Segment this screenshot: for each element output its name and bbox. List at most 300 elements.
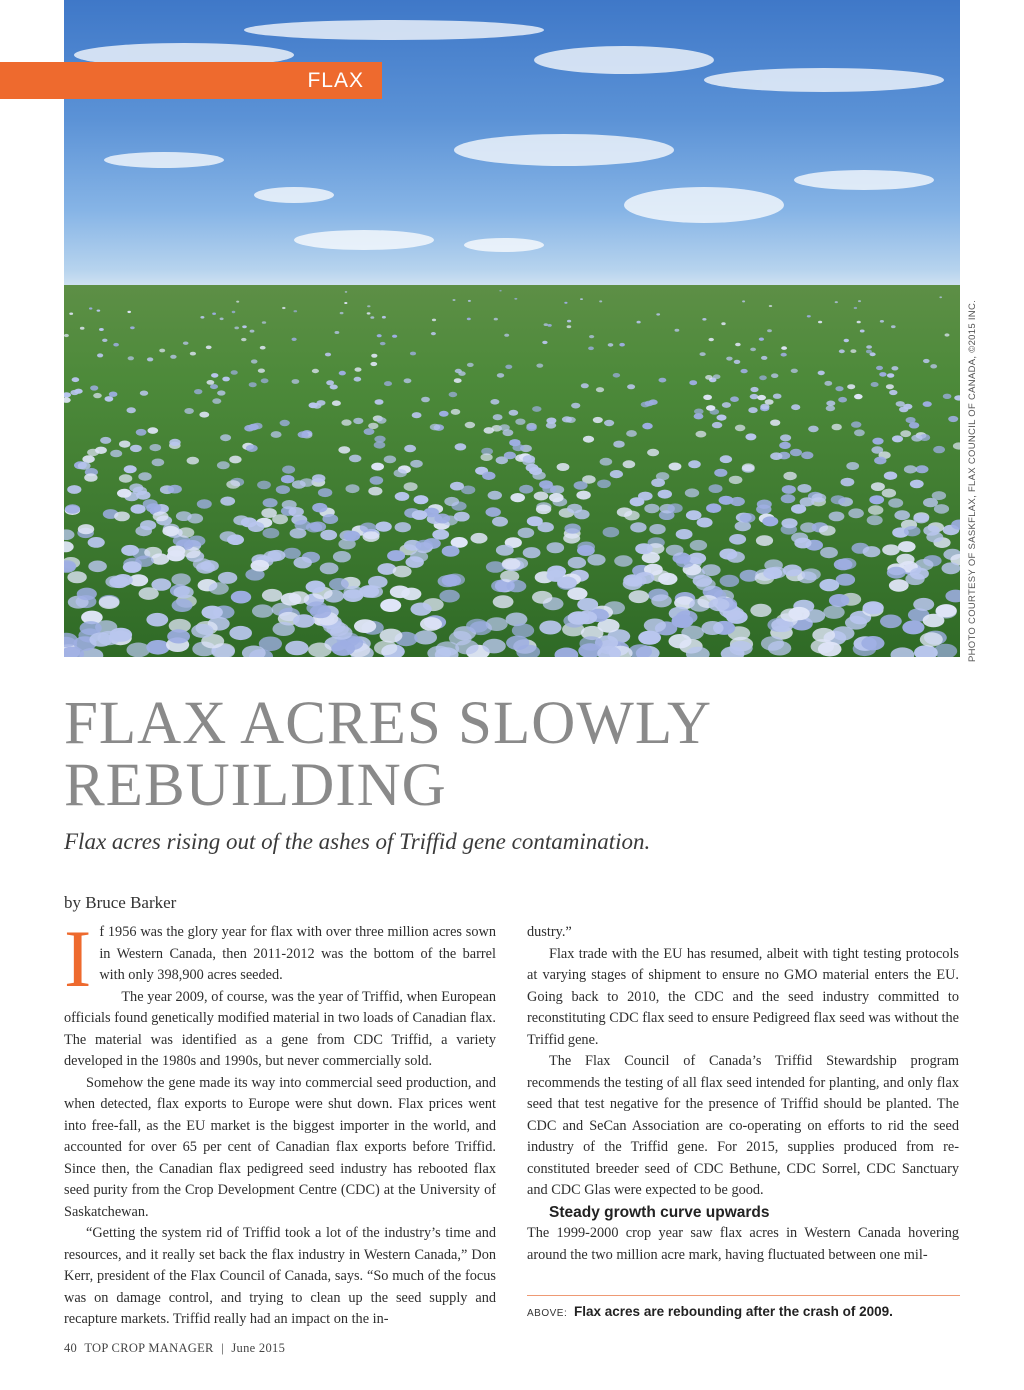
flax-flower (183, 342, 189, 345)
flax-flower (874, 457, 886, 465)
flax-flower (88, 561, 107, 573)
flax-flower (370, 362, 377, 366)
flax-flower (261, 508, 277, 518)
flax-flower (384, 456, 396, 464)
flax-flower (414, 630, 437, 644)
flax-flower (128, 356, 134, 360)
flax-flower (497, 373, 504, 378)
flax-flower (467, 363, 474, 367)
flax-flower (857, 321, 861, 324)
flax-flower (80, 327, 85, 330)
flax-flower (390, 586, 410, 599)
flax-flower (532, 406, 541, 412)
flax-flower (442, 546, 460, 557)
flax-flower (538, 522, 554, 532)
flax-flower (866, 345, 872, 349)
flax-flower (603, 527, 620, 537)
flax-flower (467, 318, 471, 321)
flax-flower (898, 541, 916, 552)
flax-flower (760, 404, 769, 410)
flax-flower (102, 339, 107, 342)
flax-flower (377, 417, 387, 423)
flax-flower (735, 425, 746, 432)
flax-flower (858, 300, 861, 302)
flax-flower (563, 533, 580, 544)
flax-flower (656, 313, 660, 315)
drop-cap: I (64, 913, 92, 1004)
flax-flower (454, 378, 462, 383)
flax-flower (273, 622, 295, 636)
flax-flower (515, 419, 525, 425)
flax-flower (220, 318, 224, 321)
flax-flower (705, 375, 713, 380)
flax-flower (709, 338, 714, 341)
flax-flower (644, 504, 659, 514)
flax-flower (110, 628, 133, 642)
flax-flower (172, 599, 193, 612)
flax-flower (818, 371, 825, 376)
caption-divider (527, 1295, 960, 1296)
flax-flower (649, 524, 665, 534)
flax-flower (696, 431, 707, 438)
flax-flower (210, 384, 218, 389)
flax-flower (888, 498, 903, 507)
flax-flower (831, 495, 846, 504)
flax-flower (730, 396, 739, 402)
flax-flower (260, 346, 266, 350)
flax-flower (77, 588, 97, 601)
flax-flower (162, 526, 179, 536)
flax-flower (395, 522, 411, 532)
flax-flower (236, 301, 239, 303)
flax-flower (217, 461, 230, 469)
flax-flower (97, 310, 101, 312)
flax-flower (614, 555, 632, 566)
flax-flower (518, 528, 535, 538)
flax-flower (261, 378, 269, 383)
flax-flower (229, 456, 241, 464)
flax-flower (866, 350, 872, 354)
flax-flower (539, 480, 553, 489)
flax-flower (364, 428, 375, 435)
flax-flower (404, 378, 412, 383)
flax-flower (190, 352, 196, 356)
flax-flower (863, 546, 881, 557)
flax-flower (84, 473, 97, 481)
flax-flower (742, 300, 745, 302)
flax-flower (370, 476, 384, 485)
flax-flower (568, 557, 586, 569)
flax-flower (412, 510, 428, 520)
flax-flower (293, 614, 315, 628)
flax-flower (689, 380, 697, 385)
flax-flower (773, 394, 782, 399)
flax-flower (506, 636, 529, 650)
flax-flower (197, 499, 212, 508)
flax-flower (709, 598, 730, 611)
flax-flower (410, 460, 423, 468)
flax-flower (184, 408, 194, 414)
flax-flower (100, 437, 111, 444)
flax-flower (726, 357, 732, 361)
flax-flower (322, 514, 338, 524)
flax-flower (750, 387, 758, 392)
flax-flower (880, 615, 902, 629)
flax-flower (371, 354, 377, 358)
flax-flower (910, 480, 924, 489)
flax-flower (343, 531, 360, 542)
flax-flower (346, 484, 360, 493)
flax-flower (911, 435, 922, 442)
flax-flower (178, 527, 195, 537)
flax-flower (900, 430, 911, 437)
flax-flower (371, 463, 384, 471)
flax-flower (564, 524, 580, 534)
flax-flower (249, 382, 257, 387)
flax-flower (770, 452, 782, 460)
flax-flower (404, 445, 416, 452)
flax-flower (823, 606, 844, 619)
flax-flower (626, 430, 637, 437)
flax-flower (294, 557, 312, 569)
flax-flower (854, 429, 865, 436)
flax-flower (151, 553, 169, 564)
flax-flower (910, 568, 929, 580)
flax-flower (757, 500, 772, 509)
flax-flower (848, 508, 864, 518)
flax-flower (797, 484, 811, 493)
flax-flower (289, 507, 304, 517)
flax-flower (762, 516, 778, 526)
flax-flower (64, 334, 69, 337)
flax-flower (923, 525, 940, 535)
page-footer (64, 1341, 289, 1356)
flax-flower (251, 560, 270, 572)
flax-flower (706, 405, 715, 411)
flax-flower (779, 442, 791, 449)
flax-flower (727, 551, 745, 562)
flax-flower (887, 373, 894, 378)
flax-flower (860, 330, 865, 333)
flax-flower (845, 616, 867, 630)
flax-flower (523, 455, 535, 463)
flax-flower (375, 522, 391, 532)
flax-flower (159, 349, 165, 353)
flax-flower (292, 480, 306, 489)
flax-flower (450, 482, 464, 491)
flax-flower (906, 417, 916, 423)
flax-flower (645, 401, 654, 407)
flax-flower (706, 503, 721, 513)
flax-flower (212, 398, 221, 404)
flax-flower (536, 364, 543, 368)
flax-flower (948, 416, 958, 422)
flax-flower (510, 493, 525, 502)
flax-flower (529, 467, 542, 475)
flax-flower (374, 641, 397, 656)
flax-flower (923, 614, 945, 628)
flax-flower (354, 377, 362, 382)
flax-flower (276, 485, 290, 494)
flax-flower (482, 472, 495, 480)
flax-flower (583, 436, 594, 443)
flax-flower (119, 441, 130, 448)
flax-flower (740, 513, 756, 523)
flax-flower (889, 390, 897, 395)
flax-flower (130, 445, 142, 452)
flax-flower (750, 604, 771, 617)
flax-flower (820, 547, 838, 558)
flax-flower (709, 484, 723, 493)
flax-flower (363, 531, 380, 542)
flax-flower (318, 488, 332, 497)
flax-flower (613, 373, 620, 378)
right-column (527, 922, 959, 1266)
flax-flower (730, 497, 745, 506)
flax-flower (902, 620, 924, 634)
flax-flower (791, 369, 798, 373)
byline: by Bruce Barker (64, 893, 177, 912)
flax-flower (756, 535, 773, 546)
flax-flower (289, 591, 310, 604)
flax-flower (393, 566, 412, 578)
flax-flower (188, 536, 205, 547)
flax-flower (340, 312, 344, 314)
flax-flower (191, 624, 213, 638)
flax-flower (599, 300, 602, 302)
flax-flower (465, 422, 475, 428)
flax-flower (923, 359, 930, 363)
flax-flower (577, 542, 595, 553)
flax-flower (829, 594, 850, 607)
flax-flower (629, 590, 649, 603)
flax-flower (564, 302, 567, 304)
flax-flower (544, 323, 548, 326)
flax-flower (769, 305, 772, 307)
issue-date: June 2015 (231, 1341, 286, 1355)
flax-flower (847, 384, 855, 389)
subhead: Steady growth curve upwards (549, 1203, 770, 1221)
flax-flower (534, 492, 549, 501)
flax-flower (499, 424, 510, 431)
flax-flower (209, 582, 229, 594)
flax-flower (668, 503, 683, 513)
flax-flower (432, 319, 436, 322)
flax-flower (320, 563, 339, 575)
flax-flower (283, 548, 301, 559)
flax-flower (714, 469, 727, 477)
flax-flower (651, 478, 665, 487)
flax-flower (835, 386, 843, 391)
flax-flower (330, 385, 338, 390)
flax-flower (767, 329, 772, 332)
flax-flower (471, 533, 488, 544)
flax-flower (504, 452, 516, 460)
flax-flower (567, 504, 582, 514)
flax-flower (933, 446, 945, 453)
flax-flower (187, 514, 203, 524)
flax-flower (168, 485, 182, 494)
flax-flower (370, 316, 374, 319)
flax-flower (367, 312, 371, 314)
flax-flower (345, 291, 348, 293)
flax-flower (449, 392, 458, 397)
flax-flower (331, 641, 355, 656)
flax-flower (431, 332, 436, 335)
flax-flower (217, 390, 225, 395)
flax-flower (325, 353, 331, 357)
footer-separator: | (221, 1341, 224, 1355)
flax-flower (246, 445, 258, 452)
flax-flower (562, 416, 572, 422)
flax-flower (509, 439, 520, 446)
flax-flower (863, 601, 884, 614)
flax-flower (801, 452, 813, 460)
flax-flower (380, 629, 403, 643)
flax-flower (231, 370, 238, 375)
flax-flower (271, 431, 282, 438)
paragraph: The year 2009, of course, was the year of Triffid, when European officials found genetically modified material in two loads of Canadian flax. The material was identified as a gene from CDC Triffid, a variety developed in the 1980s and 1990s, but never commercially sold. (64, 988, 496, 1069)
title-line-1: FLAX ACRES SLOWLY (64, 690, 713, 757)
flax-flower (231, 591, 251, 604)
flax-flower (672, 614, 694, 628)
flax-flower (410, 352, 416, 356)
flax-flower (412, 412, 422, 418)
flax-flower (782, 485, 796, 494)
flax-flower (312, 403, 321, 409)
flax-flower (720, 455, 732, 463)
flax-flower (838, 397, 847, 403)
flax-flower (788, 607, 809, 620)
flax-flower (904, 526, 921, 536)
flax-flower (252, 604, 273, 617)
flax-flower (250, 330, 255, 333)
flax-flower (486, 561, 505, 573)
flax-flower (876, 366, 883, 370)
flax-flower (105, 396, 114, 402)
flax-flower (468, 300, 471, 302)
flax-flower (481, 453, 493, 461)
flax-flower (453, 299, 456, 301)
flax-flower (850, 349, 856, 353)
flax-flower (88, 537, 105, 548)
flax-flower (95, 447, 107, 454)
flax-flower (377, 334, 382, 337)
flax-flower (368, 423, 378, 429)
flax-flower (200, 316, 204, 319)
flax-flower (455, 443, 467, 450)
flax-flower (700, 352, 706, 356)
flax-flower (367, 305, 370, 307)
flax-flower (294, 310, 298, 312)
flax-flower (416, 540, 433, 551)
flax-flower (502, 558, 521, 570)
flax-flower (306, 601, 327, 614)
flax-flower (242, 325, 247, 328)
flax-flower (841, 478, 855, 487)
flax-flower (613, 441, 624, 448)
flax-flower (891, 366, 898, 370)
flax-flower (72, 377, 80, 382)
flax-flower (694, 413, 704, 419)
flax-flower (257, 481, 271, 490)
flax-flower (519, 485, 533, 494)
flax-flower (312, 369, 319, 373)
flax-flower (89, 632, 112, 646)
clouds (74, 20, 944, 252)
flax-flower (770, 420, 780, 426)
flax-flower (119, 474, 132, 482)
flax-flower (169, 439, 180, 446)
photo-caption (527, 1304, 893, 1319)
flax-flower (812, 628, 835, 642)
flax-flower (930, 364, 937, 368)
page-number: 40 (64, 1341, 78, 1355)
flax-flower (140, 391, 148, 396)
flax-flower (761, 636, 784, 651)
flax-flower (148, 427, 159, 434)
flax-flower (549, 493, 564, 502)
flax-flower (589, 335, 594, 338)
flax-flower (133, 487, 147, 496)
flax-flower (341, 419, 351, 425)
flax-flower (686, 510, 702, 520)
flax-flower (781, 353, 787, 357)
flax-flower (482, 639, 505, 654)
flax-flower (619, 343, 625, 347)
flax-flower (127, 407, 136, 413)
flax-flower (557, 463, 570, 471)
flax-flower (439, 411, 449, 417)
flax-flower (263, 528, 280, 538)
flax-flower (835, 301, 838, 303)
flax-flower (282, 307, 285, 309)
flax-flower (420, 617, 442, 631)
flax-flower (375, 399, 384, 405)
flax-flower (829, 512, 845, 522)
flax-flower (939, 296, 942, 298)
flax-flower (146, 640, 169, 655)
flax-flower (308, 643, 332, 658)
flax-flower (248, 424, 258, 431)
flax-flower (623, 460, 636, 468)
flax-flower (110, 450, 122, 458)
flax-flower (721, 322, 725, 325)
flax-flower (761, 356, 767, 360)
flax-flower (884, 472, 897, 480)
flax-flower (374, 441, 386, 448)
flax-flower (844, 339, 849, 342)
flax-flower (577, 598, 598, 611)
flax-flower (232, 311, 236, 313)
flax-flower (414, 495, 429, 504)
flax-flower (69, 313, 73, 315)
flax-flower (913, 513, 929, 523)
paragraph: “Getting the system rid of Triffid took a lot of the industry’s time and resources, and it really set back the flax industry in Western Canada,” Don Kerr, president of the Flax Council of Canada, says. “So much of the focus was on damage control, and trying to clean up the seed supply and recapture markets. Triffid really had an impact on the in- (64, 1225, 496, 1327)
flax-flower (333, 551, 351, 562)
flax-flower (879, 372, 886, 377)
flax-flower (338, 446, 350, 453)
flax-flower (339, 371, 346, 376)
flax-flower (395, 492, 410, 501)
flax-flower (70, 390, 78, 395)
flax-flower (93, 393, 102, 398)
flax-flower (568, 611, 590, 625)
flax-flower (771, 373, 778, 378)
flax-flower (505, 365, 512, 369)
flax-flower (790, 449, 802, 456)
flax-flower (114, 512, 130, 522)
